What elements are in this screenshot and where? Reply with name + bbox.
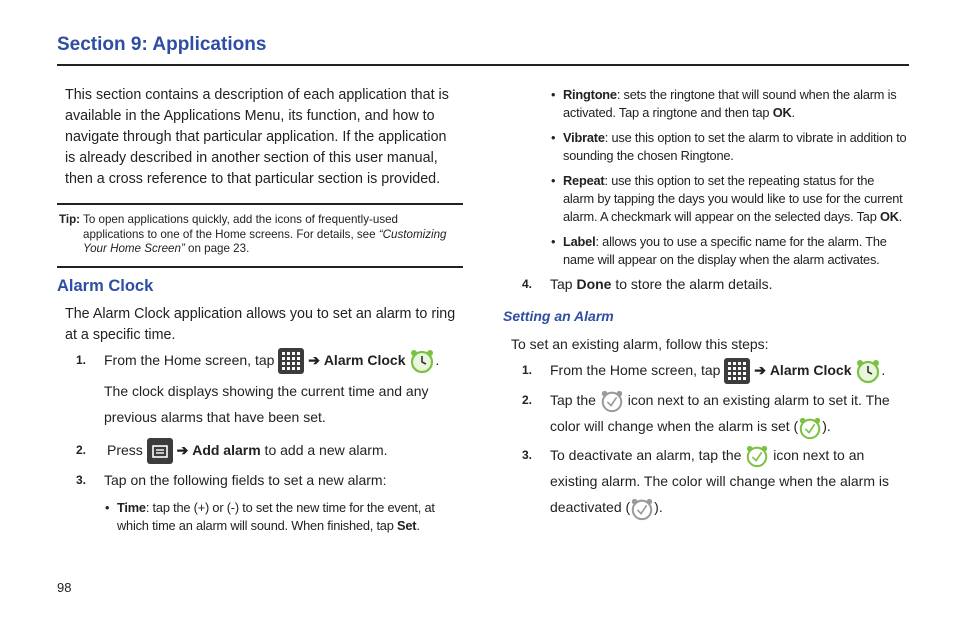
bullet-repeat: • Repeat: use this option to set the repeating status for the alarm by tapping the days you would like to use for the current alarm. A checkmark will appear on the selected days. Tap OK. — [551, 173, 903, 224]
bullet-end: . — [898, 209, 903, 224]
bullet-vibrate: • Vibrate: use this option to set the alarm to vibrate in addition to sounding the chosen Ringtone. — [551, 130, 907, 163]
step-text: Tap the — [550, 392, 596, 408]
tip-link-cont[interactable]: Your Home Screen” — [83, 242, 185, 255]
tip-label: Tip: — [59, 213, 81, 226]
tip-line2: applications to one of the Home screens. For details, see — [83, 227, 379, 241]
step-number: 1. — [522, 363, 533, 377]
step-text-cont: icon next to an existing alarm to set it. The color will change when the alarm is set ( — [550, 392, 890, 435]
step-end: ). — [654, 499, 663, 516]
step-number: 1. — [76, 353, 87, 367]
tip-link[interactable]: “Customizing — [378, 227, 447, 241]
bullet-label: • Label: allows you to use a specific name for the alarm. The name will appear on the display when the alarm activates. — [551, 234, 887, 267]
bullet-term2: OK — [880, 209, 899, 224]
step-text-cont: icon next to an existing alarm. The color will change when the alarm is deactivated ( — [550, 447, 890, 516]
alarm-clock-label: Alarm Clock — [769, 362, 852, 378]
apps-grid-icon — [278, 348, 304, 374]
alarm-clock-app-icon — [409, 348, 435, 374]
page-number: 98 — [57, 580, 72, 595]
step-text: To deactivate an alarm, tap the — [550, 447, 742, 463]
bullet-text: : allows you to use a specific name for the alarm. The name will appear on the display when the alarm activates. — [563, 234, 887, 267]
step-text: From the Home screen, tap — [104, 352, 275, 368]
alarm-clock-app-icon — [855, 358, 881, 384]
bullet-text: : use this option to set the alarm to vibrate in addition to sounding the chosen Ringtone. — [563, 130, 907, 163]
alarm-clock-desc: The Alarm Clock application allows you to set an alarm to ring at a specific time. — [65, 306, 456, 343]
bullet-term: Vibrate — [563, 130, 605, 145]
done-label: Done — [576, 276, 612, 292]
alarm-on-green-icon — [798, 416, 822, 440]
bullet-term: Repeat — [563, 173, 605, 188]
alarm-clock-label: Alarm Clock — [323, 352, 406, 368]
step-end: ). — [822, 418, 831, 435]
bullet-time: • Time: tap the (+) or (-) to set the new time for the event, at which time an alarm will sound. When finished, tap Set. — [105, 500, 435, 533]
apps-grid-icon — [724, 358, 750, 384]
alarm-on-green-icon[interactable] — [745, 444, 769, 468]
tip-line3: on page 23. — [184, 242, 250, 255]
step-text: Tap on the following fields to set a new alarm: — [104, 472, 387, 488]
bullet-end: . — [791, 105, 795, 120]
alarm-off-gray-icon — [630, 497, 654, 521]
bullet-term: Ringtone — [563, 87, 617, 102]
bullet-term: Time — [117, 500, 146, 515]
step-end: . — [881, 362, 886, 378]
arrow: ➔ — [308, 352, 320, 368]
step-number: 3. — [76, 473, 87, 487]
title-rule — [57, 64, 909, 66]
intro-paragraph: This section contains a description of each application that is available in the Applications Menu, its function, and how to navigate through that particular application. If the application is already described in another section of this user manual, then a cross reference to that particular section is provided. — [65, 87, 449, 187]
step-text: From the Home screen, tap — [550, 362, 721, 378]
bullet-term2: Set — [397, 518, 417, 533]
step-number: 3. — [522, 448, 533, 462]
setting-alarm-desc: To set an existing alarm, follow this steps: — [511, 336, 769, 352]
setting-alarm-heading: Setting an Alarm — [503, 308, 614, 324]
tip-box — [57, 203, 463, 268]
bullet-text: : sets the ringtone that will sound when the alarm is activated. Tap a ringtone and then tap — [563, 87, 897, 120]
arrow: ➔ — [754, 362, 766, 378]
bullet-term: Label — [563, 234, 596, 249]
step-number: 2. — [522, 393, 533, 407]
step-end: to store the alarm details. — [611, 276, 773, 292]
alarm-clock-heading: Alarm Clock — [57, 277, 154, 295]
bullet-text: : use this option to set the repeating status for the alarm by tapping the days you would like to use for the current alarm. A checkmark will appear on the selected days. Tap — [563, 173, 903, 224]
step-end: to add a new alarm. — [260, 442, 388, 458]
step-number: 2. — [76, 443, 87, 457]
tip-line1: To open applications quickly, add the icons of frequently-used — [83, 213, 399, 226]
step-number: 4. — [522, 277, 533, 291]
menu-key-icon — [147, 438, 173, 464]
bullet-ringtone: • Ringtone: sets the ringtone that will sound when the alarm is activated. Tap a ringtone and then tap OK. — [551, 87, 897, 120]
step-text: Tap — [550, 276, 577, 292]
step-text: Press — [107, 442, 143, 458]
bullet-term2: OK — [772, 105, 792, 120]
add-alarm-label: Add alarm — [192, 442, 261, 458]
alarm-step-1-note: The clock displays showing the current time and any previous alarms that have been set. — [104, 383, 429, 425]
bullet-end: . — [416, 518, 420, 533]
step-end: . — [435, 352, 440, 368]
alarm-off-gray-icon[interactable] — [600, 389, 624, 413]
bullet-text: : tap the (+) or (-) to set the new time for the event, at which time an alarm will sound. When finished, tap — [117, 500, 435, 533]
section-title: Section 9: Applications — [57, 34, 267, 55]
arrow: ➔ — [176, 442, 189, 458]
